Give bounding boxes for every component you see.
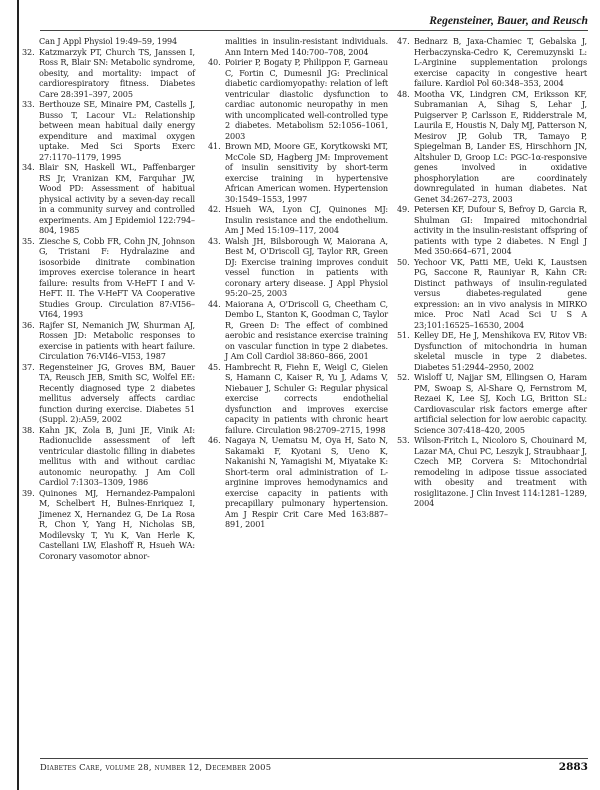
- reference-entry: [22, 162, 195, 236]
- reference-text: Quinones MJ, Hernandez-Pampaloni M, Schelbert H, Bulnes-Enriquez I, Jimenez X, Hernandez G, De La Rosa R, Chon Y, Yang H, Nicholas SB, Modilevsky T, Yu K, Van Herle K, Castellani LW, Elashoff R, Hsueh WA: Coronary vasomotor abnor-: [39, 487, 195, 561]
- reference-number: 48.: [397, 88, 410, 99]
- left-margin-rule: [17, 0, 19, 790]
- reference-text: Mootha VK, Lindgren CM, Eriksson KF, Subramanian A, Sihag S, Lehar J, Puigserver P, Carlsson E, Ridderstrale M, Laurila E, Houstis N, Daly MJ, Patterson N, Mesirov JP, Golub TR, Tamayo P, Spiegelman B, Lander ES, Hirschhorn JN, Altshuler D, Groop LC: PGC-1α-responsive genes involved in oxidative phosphorylation are coordinately downregulated in human diabetes. Nat Genet 34:267–273, 2003: [414, 88, 587, 204]
- running-header: [40, 10, 588, 31]
- reference-entry: [22, 425, 195, 488]
- reference-column-1: [22, 36, 195, 561]
- footer-journal: Diabetes Care, volume 28, number 12, December 2005: [40, 762, 272, 772]
- reference-number: 41.: [208, 141, 221, 151]
- reference-text: Berthouze SE, Minaire PM, Castells J, Busso T, Lacour VL: Relationship between mean habitual daily energy expenditure and maximal oxygen uptake. Med Sci Sports Exerc 27:1170–1179, 1995: [39, 99, 195, 162]
- reference-text: Hsueh WA, Lyon CJ, Quinones MJ: Insulin resistance and the endothelium. Am J Med 15:109–117, 2004: [225, 204, 388, 235]
- reference-number: 53.: [397, 435, 410, 445]
- reference-text: Wisloff U, Najjar SM, Ellingsen O, Haram PM, Swoap S, Al-Share Q, Fernstrom M, Rezaei K, Lee SJ, Koch LG, Britton SL: Cardiovascular risk factors emerge after artificial selection for low aerobic capacity. Science 307:418–420, 2005: [414, 372, 587, 435]
- reference-text: Nagaya N, Uematsu M, Oya H, Sato N, Sakamaki F, Kyotani S, Ueno K, Nakanishi N, Yamagishi M, Miyatake K: Short-term oral administration of L-arginine improves hemodynamics and exercise capacity in patients with precapillary pulmonary hypertension. Am J Respir Crit Care Med 163:887–891, 2001: [225, 435, 388, 529]
- reference-number: 37.: [22, 361, 35, 372]
- reference-number: 32.: [22, 46, 35, 57]
- reference-number: 36.: [22, 319, 35, 330]
- reference-entry: [22, 236, 195, 320]
- reference-text: Wilson-Fritch L, Nicoloro S, Chouinard M, Lazar MA, Chui PC, Leszyk J, Straubhaar J, Czech MP, Corvera S: Mitochondrial remodeling in adipose tissue associated with obesity and treatment with rosiglitazone. J Clin Invest 114:1281–1289, 2004: [414, 435, 587, 508]
- reference-entry: [208, 141, 388, 204]
- reference-entry: [22, 99, 195, 162]
- reference-number: 50.: [397, 256, 410, 267]
- reference-column-3: [397, 36, 587, 509]
- reference-text: Kahn JK, Zola B, Juni JE, Vinik AI: Radionuclide assessment of left ventricular diastolic filling in diabetes mellitus with and without cardiac autonomic neuropathy. J Am Coll Cardiol 7:1303–1309, 1986: [39, 424, 195, 487]
- reference-entry: [208, 299, 388, 362]
- reference-entry: [22, 320, 195, 362]
- reference-text: Brown MD, Moore GE, Korytkowski MT, McCole SD, Hagberg JM: Improvement of insulin sensitivity by short-term exercise training in hypertensive African American women. Hypertension 30:1549–1553, 1997: [225, 141, 388, 204]
- reference-number: 34.: [22, 162, 35, 172]
- reference-number: 51.: [397, 330, 410, 340]
- reference-number: 44.: [208, 298, 221, 309]
- reference-text: Ziesche S, Cobb FR, Cohn JN, Johnson G, Tristani F: Hydralazine and isosorbide dinitrate combination improves exercise tolerance in heart failure: results from V-HeFT I and V-HeFT. II. The V-HeFT VA Cooperative Studies Group. Circulation 87:VI56–VI64, 1993: [39, 235, 195, 319]
- reference-entry: [397, 257, 587, 331]
- reference-entry: [22, 47, 195, 100]
- reference-number: 39.: [22, 487, 35, 498]
- reference-number: 47.: [397, 36, 410, 46]
- reference-text: Poirier P, Bogaty P, Philippon F, Garneau C, Fortin C, Dumesnil JG: Preclinical diabetic cardiomyopathy: relation of left ventricular diastolic dysfunction to cardiac autonomic neuropathy in men with uncomplicated well-controlled type 2 diabetes. Metabolism 52:1056–1061, 2003: [225, 57, 388, 141]
- reference-entry: [208, 204, 388, 236]
- reference-number: 38.: [22, 424, 35, 435]
- header-authors: Regensteiner, Bauer, and Reusch: [429, 14, 588, 27]
- reference-number: 46.: [208, 435, 221, 445]
- reference-text: Rajfer SI, Nemanich JW, Shurman AJ, Rossen JD: Metabolic responses to exercise in patients with heart failure. Circulation 76:VI46–VI53, 1987: [39, 319, 195, 361]
- reference-number: 33.: [22, 99, 35, 109]
- running-footer: [40, 758, 588, 775]
- reference-number: 49.: [397, 204, 410, 214]
- reference-entry: [208, 57, 388, 141]
- reference-entry: [397, 330, 587, 372]
- reference-continuation: Can J Appl Physiol 19:49–59, 1994: [39, 36, 178, 46]
- reference-entry: [397, 204, 587, 257]
- reference-number: 35.: [22, 235, 35, 246]
- reference-entry: [397, 36, 587, 89]
- reference-entry: [397, 89, 587, 205]
- reference-text: Yechoor VK, Patti ME, Ueki K, Laustsen PG, Saccone R, Rauniyar R, Kahn CR: Distinct pathways of insulin-regulated versus diabetes-regulated gene expression: an in vivo analysis in MIRKO mice. Proc Natl Acad Sci U S A 23;101:16525–16530, 2004: [414, 256, 587, 330]
- reference-entry: [208, 435, 388, 530]
- reference-entry: [22, 488, 195, 562]
- reference-number: 43.: [208, 235, 221, 246]
- reference-text: Katzmarzyk PT, Church TS, Janssen I, Ross R, Blair SN: Metabolic syndrome, obesity, and mortality: impact of cardiorespiratory fitness. Diabetes Care 28:391–397, 2005: [39, 46, 195, 99]
- reference-entry: [208, 236, 388, 299]
- reference-text: Blair SN, Haskell WL, Paffenbarger RS Jr, Vranizan KM, Farquhar JW, Wood PD: Assessment of habitual physical activity by a seven-day recall in a community survey and controlled experiments. Am J Epidemiol 122:794–804, 1985: [39, 162, 195, 235]
- reference-continuation: malities in insulin-resistant individuals. Ann Intern Med 140:700–708, 2004: [225, 36, 388, 57]
- reference-text: Petersen KF, Dufour S, Befroy D, Garcia R, Shulman GI: Impaired mitochondrial activity in the insulin-resistant offspring of patients with type 2 diabetes. N Engl J Med 350:664–671, 2004: [414, 204, 587, 256]
- reference-number: 42.: [208, 204, 221, 214]
- reference-text: Hambrecht R, Fiehn E, Weigl C, Gielen S, Hamann C, Kaiser R, Yu J, Adams V, Niebauer J, Schuler G: Regular physical exercise corrects endothelial dysfunction and improves exercise capacity in patients with chronic heart failure. Circulation 98:2709–2715, 1998: [225, 361, 388, 435]
- reference-number: 40.: [208, 57, 221, 67]
- reference-entry: [208, 362, 388, 436]
- reference-number: 52.: [397, 372, 410, 382]
- reference-text: Bednarz B, Jaxa-Chamiec T, Gebalska J, Herbaczynska-Cedro K, Ceremuzynski L: L-Arginine supplementation prolongs exercise capacity in congestive heart failure. Kardiol Pol 60:348–353, 2004: [414, 36, 587, 88]
- reference-entry: [397, 435, 587, 509]
- reference-text: Kelley DE, He J, Menshikova EV, Ritov VB: Dysfunction of mitochondria in human skeletal muscle in type 2 diabetes. Diabetes 51:2944–2950, 2002: [414, 330, 587, 372]
- page-number: 2883: [558, 761, 588, 773]
- reference-text: Walsh JH, Bilsborough W, Maiorana A, Best M, O'Driscoll GJ, Taylor RR, Green DJ: Exercise training improves conduit vessel function in patients with coronary artery disease. J Appl Physiol 95:20–25, 2003: [225, 235, 388, 298]
- reference-text: Maiorana A, O'Driscoll G, Cheetham C, Dembo L, Stanton K, Goodman C, Taylor R, Green D: The effect of combined aerobic and resistance exercise training on vascular function in type 2 diabetes. J Am Coll Cardiol 38:860–866, 2001: [225, 298, 388, 361]
- reference-entry: [397, 372, 587, 435]
- reference-entry: [22, 362, 195, 425]
- reference-column-2: [208, 36, 388, 530]
- reference-number: 45.: [208, 361, 221, 372]
- reference-text: Regensteiner JG, Groves BM, Bauer TA, Reusch JEB, Smith SC, Wolfel EE: Recently diagnosed type 2 diabetes mellitus adversely affects cardiac function during exercise. Diabetes 51 (Suppl. 2):A59, 2002: [39, 361, 195, 424]
